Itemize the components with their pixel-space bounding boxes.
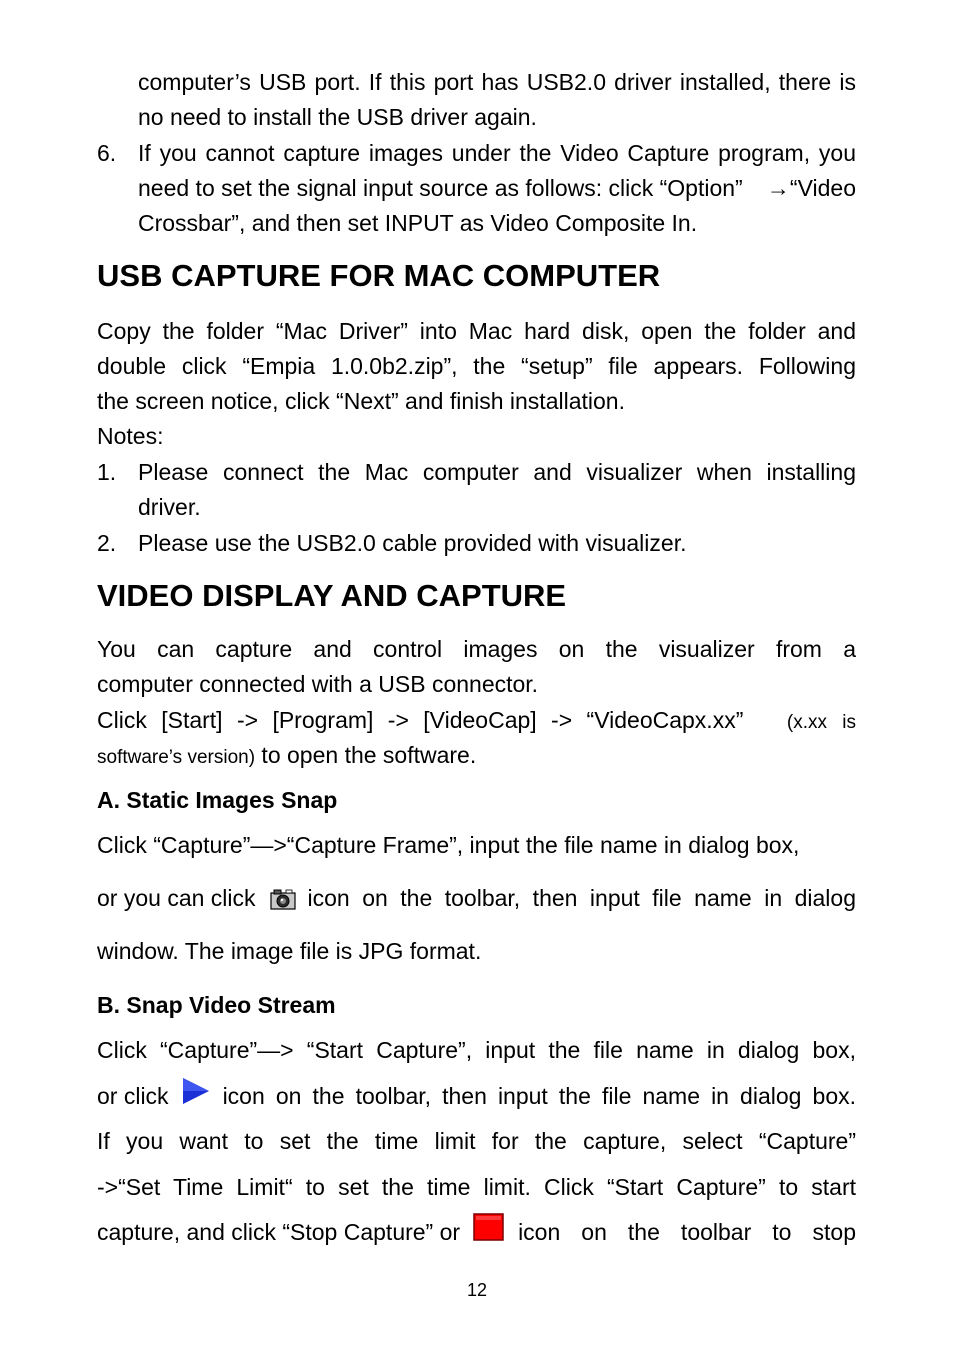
- stream-line-2-text-a: or click: [97, 1083, 169, 1109]
- list-item-5-line-1: computer’s USB port. If this port has USB2.0 driver installed, there is: [138, 69, 856, 95]
- mac-para-line-3: the screen notice, click “Next” and finish installation.: [97, 388, 625, 414]
- note-1-number: 1.: [97, 459, 117, 485]
- arrow-icon: →: [766, 175, 790, 201]
- notes-label: Notes:: [97, 423, 164, 449]
- note-1-line-1: Please connect the Mac computer and visualizer when installing: [138, 459, 856, 485]
- stream-line-5-text-a: capture, and click “Stop Capture” or: [97, 1219, 461, 1245]
- list-item-6-line-2-text: need to set the signal input source as follows: click “Option”: [138, 175, 743, 201]
- static-line-3: window. The image file is JPG format.: [97, 938, 482, 964]
- stream-line-2-text-b: icon on the toolbar, then input the file name in dialog box.: [222, 1083, 856, 1109]
- subheading-static-images: A. Static Images Snap: [97, 787, 338, 813]
- stream-line-5-text-b: icon on the toolbar to stop: [518, 1219, 856, 1245]
- list-item-6-line-2-end: “Video: [789, 175, 856, 201]
- video-para-line-2: computer connected with a USB connector.: [97, 671, 539, 697]
- static-line-2-text-b: icon on the toolbar, then input file name in dialog: [307, 885, 856, 911]
- stop-icon[interactable]: [473, 1213, 504, 1241]
- section-heading-mac: USB CAPTURE FOR MAC COMPUTER: [97, 258, 661, 293]
- list-item-6-line-2: [138, 171, 856, 206]
- stream-line-5: [97, 1215, 856, 1250]
- static-line-2: [97, 881, 856, 916]
- stream-line-1: Click “Capture”—> “Start Capture”, input the file name in dialog box,: [97, 1037, 856, 1063]
- stream-line-4: ->“Set Time Limit“ to set the time limit. Click “Start Capture” to start: [97, 1174, 856, 1200]
- video-para-line-1: You can capture and control images on the visualizer from a: [97, 636, 856, 662]
- list-item-6-line-1: If you cannot capture images under the Video Capture program, you: [138, 140, 856, 166]
- subheading-video-stream: B. Snap Video Stream: [97, 992, 336, 1018]
- note-2-line-1: Please use the USB2.0 cable provided with visualizer.: [138, 530, 687, 556]
- mac-para-line-1: Copy the folder “Mac Driver” into Mac hard disk, open the folder and: [97, 318, 856, 344]
- stream-line-3: If you want to set the time limit for the capture, select “Capture”: [97, 1128, 856, 1154]
- version-note: (x.xx is: [786, 712, 856, 733]
- list-item-5-line-2: no need to install the USB driver again.: [138, 104, 537, 130]
- static-line-1: Click “Capture”—>“Capture Frame”, input the file name in dialog box,: [97, 832, 800, 858]
- section-heading-video: VIDEO DISPLAY AND CAPTURE: [97, 578, 567, 613]
- mac-para-line-2: double click “Empia 1.0.0b2.zip”, the “setup” file appears. Following: [97, 353, 856, 379]
- page-number: 12: [466, 1280, 488, 1300]
- version-note-cont: software’s version): [97, 747, 256, 768]
- stream-line-2: [97, 1079, 856, 1114]
- list-item-6-number: 6.: [97, 140, 117, 166]
- note-2-number: 2.: [97, 530, 117, 556]
- camera-icon[interactable]: [270, 885, 296, 907]
- static-line-2-text-a: or you can click: [97, 885, 256, 911]
- click-instruction-line-2: [97, 738, 856, 775]
- click-instruction-path: Click [Start] -> [Program] -> [VideoCap] -> “VideoCapx.xx”: [97, 707, 744, 733]
- click-instruction-line-1: [97, 703, 856, 740]
- list-item-6-line-3: Crossbar”, and then set INPUT as Video Composite In.: [138, 210, 698, 236]
- play-icon[interactable]: [182, 1077, 210, 1105]
- open-software-text: to open the software.: [255, 742, 477, 768]
- note-1-line-2: driver.: [138, 494, 201, 520]
